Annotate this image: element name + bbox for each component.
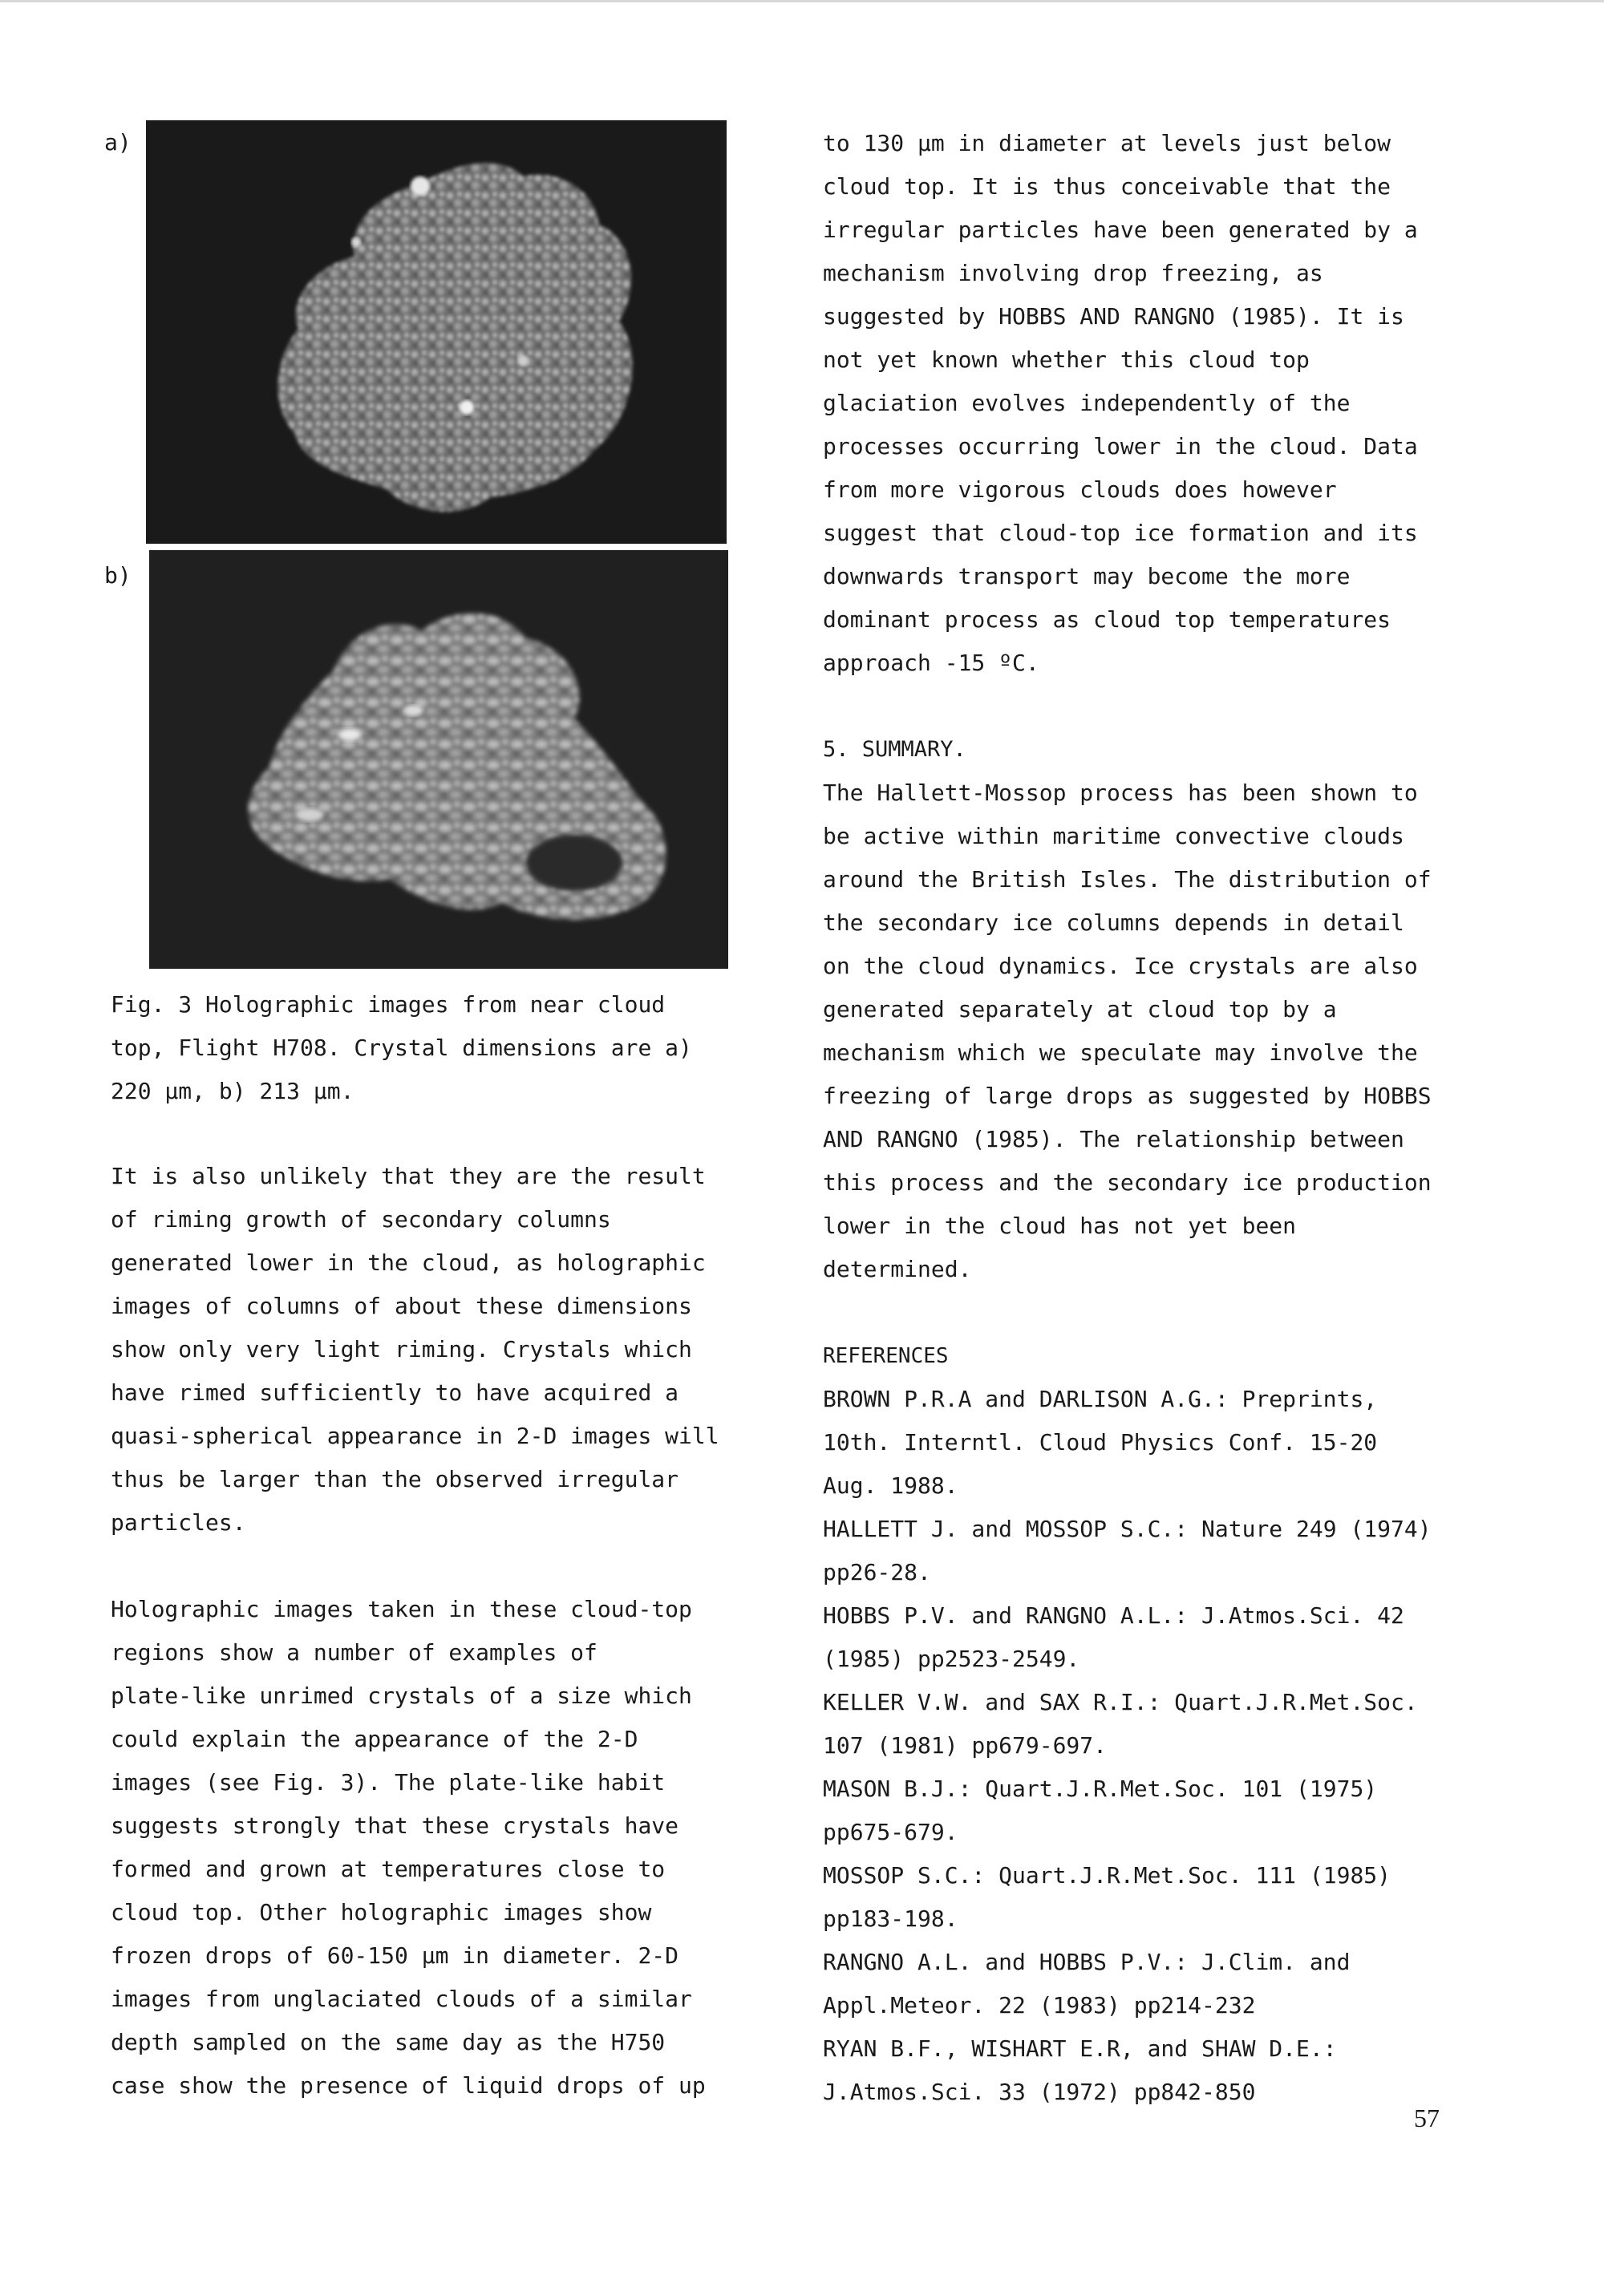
reference-item: BROWN P.R.A and DARLISON A.G.: Preprints, 10th. Interntl. Cloud Physics Conf. 15-20 Aug. 1988. [823, 1386, 1378, 1499]
right-paragraph-1: to 130 µm in diameter at levels just below cloud top. It is thus conceivable that the irregular particles have been generated by a mechanism involving drop freezing, as suggested by HOBBS AND RANGNO (1985). It is not yet known whether this cloud top glaciation evolves independently of the processes occurring lower in the cloud. Data from more vigorous clouds does however suggest that cloud-top ice formation and its downwards transport may become the more dominant process as cloud top temperatures approach -15 ºC. [823, 130, 1418, 676]
figure-panel-a-label: a) [104, 129, 132, 156]
left-paragraph-2: Holographic images taken in these cloud-top regions show a number of examples of plate-like unrimed crystals of a size which could explain the appearance of the 2-D images (see Fig. 3). The plate-like habit suggests strongly that these crystals have formed and grown at temperatures close to cloud top. Other holographic images show frozen drops of 60-150 µm in diameter. 2-D images from unglaciated clouds of a similar depth sampled on the same day as the H750 case show the presence of liquid drops of up [111, 1596, 706, 2099]
holographic-image-a-graphic [146, 120, 727, 544]
references-heading: REFERENCES [823, 1344, 949, 1368]
summary-heading: 5. SUMMARY. [823, 737, 966, 762]
paragraph-spacer [823, 685, 1545, 728]
reference-item: HALLETT J. and MOSSOP S.C.: Nature 249 (1974) pp26-28. [823, 1516, 1432, 1585]
right-column [823, 122, 1545, 2114]
reference-item: MASON B.J.: Quart.J.R.Met.Soc. 101 (1975) pp675-679. [823, 1776, 1378, 1845]
page-top-rule [0, 0, 1604, 2]
left-column [111, 1155, 768, 2108]
paragraph-spacer [111, 1545, 768, 1588]
holographic-image-b-graphic [149, 550, 728, 969]
holographic-image-a [146, 120, 727, 544]
holographic-image-b [149, 550, 728, 969]
page-number: 57 [1414, 2104, 1440, 2132]
figure-panel-b-label: b) [104, 562, 132, 589]
reference-item: KELLER V.W. and SAX R.I.: Quart.J.R.Met.Soc. 107 (1981) pp679-697. [823, 1689, 1418, 1759]
paragraph-spacer [823, 1291, 1545, 1334]
left-paragraph-1: It is also unlikely that they are the result of riming growth of secondary columns generated lower in the cloud, as holographic images of columns of about these dimensions show only very light riming. Crystals which have rimed sufficiently to have acquired a quasi-spherical appearance in 2-D images will thus be larger than the observed irregular particles. [111, 1163, 719, 1536]
reference-item: MOSSOP S.C.: Quart.J.R.Met.Soc. 111 (1985) pp183-198. [823, 1862, 1391, 1932]
figure-caption: Fig. 3 Holographic images from near cloud top, Flight H708. Crystal dimensions are a) 220 µm, b) 213 µm. [111, 991, 692, 1104]
reference-item: HOBBS P.V. and RANGNO A.L.: J.Atmos.Sci. 42 (1985) pp2523-2549. [823, 1602, 1404, 1672]
summary-paragraph: The Hallett-Mossop process has been shown to be active within maritime convective clouds around the British Isles. The distribution of the secondary ice columns depends in detail on the cloud dynamics. Ice crystals are also generated separately at cloud top by a mechanism which we speculate may involve the freezing of large drops as suggested by HOBBS AND RANGNO (1985). The relationship between this process and the secondary ice production lower in the cloud has not yet been determined. [823, 780, 1432, 1282]
reference-item: RANGNO A.L. and HOBBS P.V.: J.Clim. and Appl.Meteor. 22 (1983) pp214-232 [823, 1949, 1351, 2019]
references-list [823, 1378, 1545, 2114]
reference-item: RYAN B.F., WISHART E.R, and SHAW D.E.: J.Atmos.Sci. 33 (1972) pp842-850 [823, 2035, 1337, 2105]
